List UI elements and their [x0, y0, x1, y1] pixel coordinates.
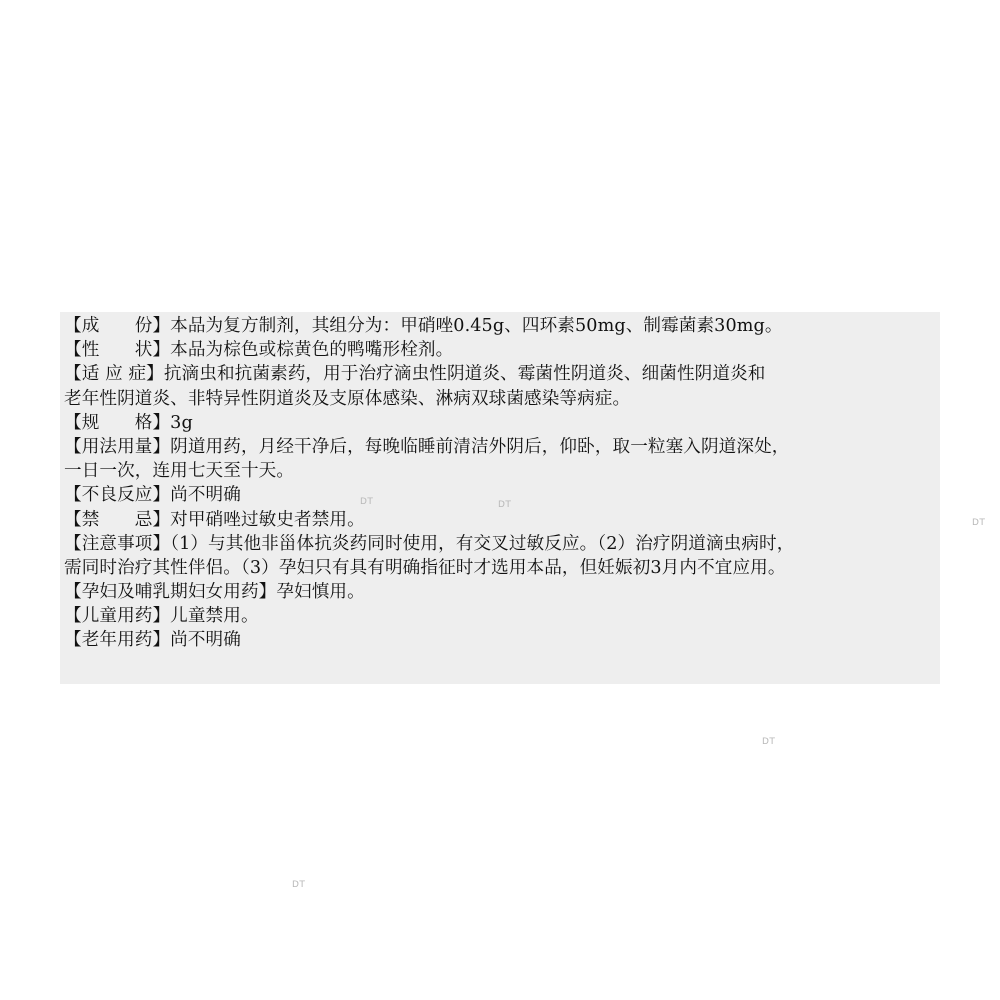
section-key-adverse-reactions: 【不良反应】 — [64, 485, 171, 506]
watermark-text: DT — [762, 737, 776, 747]
section-text-ingredients: 本品为复方制剂，其组分为：甲硝唑0.45g、四环素50mg、制霉菌素30mg。 — [170, 316, 783, 336]
label-line-dosage — [64, 435, 940, 459]
label-line-precautions-cont — [64, 556, 940, 580]
label-line-pregnancy — [64, 580, 940, 604]
section-text-dosage-cont: 一日一次，连用七天至十天。 — [64, 461, 295, 482]
section-key-dosage: 【用法用量】 — [64, 436, 171, 457]
drug-label-panel — [60, 312, 940, 684]
section-key-ingredients: 【成 份】 — [64, 316, 171, 336]
section-key-pregnancy: 【孕妇及哺乳期妇女用药】 — [64, 582, 277, 603]
section-text-contraindications: 对甲硝唑过敏史者禁用。 — [170, 509, 365, 530]
section-key-contraindications: 【禁 忌】 — [64, 509, 171, 530]
section-key-appearance: 【性 状】 — [64, 340, 171, 361]
label-line-indications — [64, 362, 940, 386]
label-line-contraindications — [64, 508, 940, 532]
section-text-children: 儿童禁用。 — [170, 606, 259, 627]
section-text-pregnancy: 孕妇慎用。 — [276, 582, 365, 603]
label-line-precautions — [64, 532, 940, 556]
section-text-dosage: 阴道用药，月经干净后，每晚临睡前清洁外阴后，仰卧，取一粒塞入阴道深处， — [170, 436, 790, 457]
section-key-indications: 【适 应 症】 — [64, 364, 164, 385]
section-key-precautions: 【注意事项】 — [64, 533, 171, 554]
watermark-text: DT — [972, 518, 986, 528]
watermark-text: DT — [360, 497, 374, 507]
section-text-precautions-cont: 需同时治疗其性伴侣。（3）孕妇只有具有明确指征时才选用本品，但妊娠初3月内不宜应用。 — [64, 557, 786, 578]
section-text-indications-cont: 老年性阴道炎、非特异性阴道炎及支原体感染、淋病双球菌感染等病症。 — [64, 388, 631, 409]
section-key-elderly: 【老年用药】 — [64, 630, 171, 651]
section-text-indications: 抗滴虫和抗菌素药，用于治疗滴虫性阴道炎、霉菌性阴道炎、细菌性阴道炎和 — [163, 364, 766, 385]
watermark-text: DT — [292, 880, 306, 890]
section-text-precautions: （1）与其他非甾体抗炎药同时使用，有交叉过敏反应。（2）治疗阴道滴虫病时， — [170, 533, 795, 554]
label-line-ingredients — [64, 314, 940, 338]
label-line-appearance — [64, 338, 940, 362]
section-key-specification: 【规 格】 — [64, 412, 171, 433]
section-text-appearance: 本品为棕色或棕黄色的鸭嘴形栓剂。 — [170, 340, 454, 361]
section-text-specification: 3g — [170, 412, 193, 433]
section-key-children: 【儿童用药】 — [64, 606, 171, 627]
label-line-specification — [64, 411, 940, 435]
label-line-children — [64, 604, 940, 628]
label-line-dosage-cont — [64, 459, 940, 483]
section-text-elderly: 尚不明确 — [170, 630, 241, 651]
section-text-adverse-reactions: 尚不明确 — [170, 485, 241, 506]
label-line-elderly — [64, 628, 940, 652]
label-line-indications-cont — [64, 387, 940, 411]
watermark-text: DT — [498, 500, 512, 510]
